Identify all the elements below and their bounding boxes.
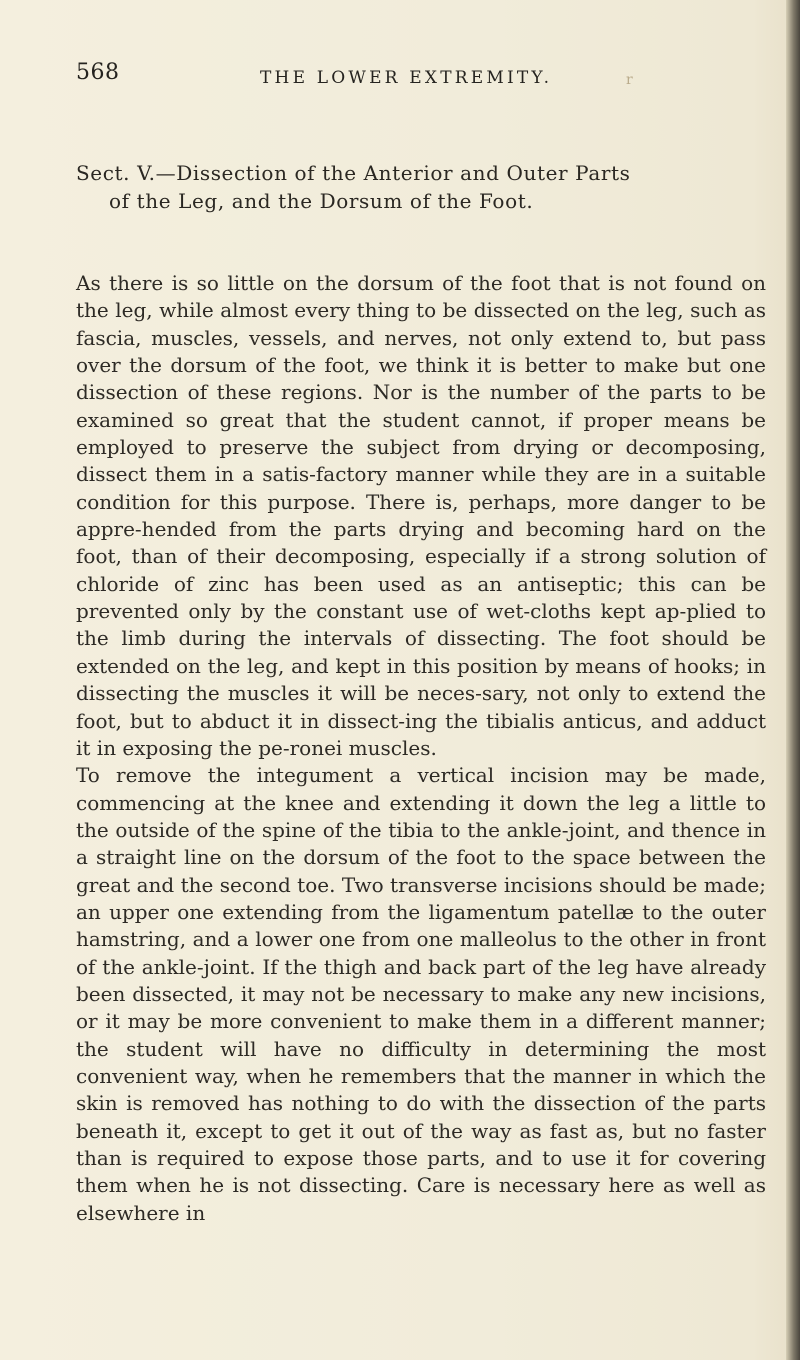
section-heading-line-2: of the Leg, and the Dorsum of the Foot. [109, 189, 534, 213]
body-text [76, 270, 766, 1227]
section-heading-line-1: Sect. V.—Dissection of the Anterior and Outer Parts [76, 161, 631, 185]
running-title: THE LOWER EXTREMITY. [260, 68, 553, 88]
page-number: 568 [76, 60, 120, 85]
page-edge-shadow [786, 0, 800, 1360]
ink-mark: r [626, 72, 633, 88]
paragraph: As there is so little on the dorsum of the foot that is not found on the leg, while almost every thing to be dissected on the leg, such as fascia, muscles, vessels, and nerves, not only extend to, but pass over the dorsum of the foot, we think it is better to make but one dissection of these regions. Nor is the number of the parts to be examined so great that the student cannot, if proper means be employed to preserve the subject from drying or decomposing, dissect them in a satis-factory manner while they are in a suitable condition for this purpose. There is, perhaps, more danger to be appre-hended from the parts drying and becoming hard on the foot, than of their decomposing, especially if a strong solution of chloride of zinc has been used as an antiseptic; this can be prevented only by the constant use of wet-cloths kept ap-plied to the limb during the intervals of dissecting. The foot should be extended on the leg, and kept in this position by means of hooks; in dissecting the muscles it will be neces-sary, not only to extend the foot, but to abduct it in dissect-ing the tibialis anticus, and adduct it in exposing the pe-ronei muscles. [76, 271, 766, 760]
section-heading [76, 159, 766, 215]
running-head [76, 60, 766, 100]
paragraph: To remove the integument a vertical incision may be made, commencing at the knee and extending it down the leg a little to the outside of the spine of the tibia to the ankle-joint, and thence in a straight line on the dorsum of the foot to the space between the great and the second toe. Two transverse incisions should be made; an upper one extending from the ligamentum patellæ to the outer hamstring, and a lower one from one malleolus to the other in front of the ankle-joint. If the thigh and back part of the leg have already been dissected, it may not be necessary to make any new incisions, or it may be more convenient to make them in a different manner; the student will have no difficulty in determining the most convenient way, when he remembers that the manner in which the skin is removed has nothing to do with the dissection of the parts beneath it, except to get it out of the way as fast as, but no faster than is required to expose those parts, and to use it for covering them when he is not dissecting. Care is necessary here as well as elsewhere in [76, 763, 766, 1225]
